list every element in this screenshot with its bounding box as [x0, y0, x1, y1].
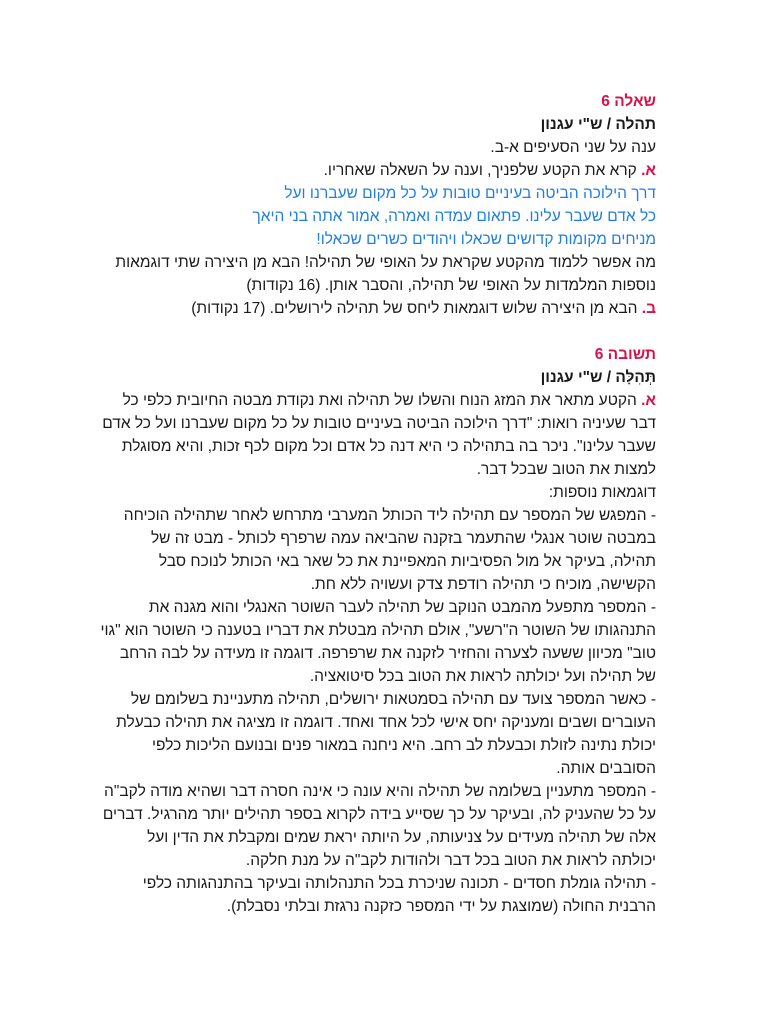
answer-line: התנהגותו של השוטר ה"רשע", אולם תהילה מבטלת את דבריו בטענה כי השוטר הוא "גוי [100, 622, 656, 639]
question-part-a [96, 159, 656, 182]
question-instruction: ענה על שני הסעיפים א-ב. [490, 139, 656, 156]
quote-line: מניחים מקומות קדושים שכאלו ויהודים כשרים שכאלו! [316, 231, 656, 248]
answer-line: דבר שעיניה רואות: "דרך הילוכה הביטה בעיניים טובות על כל מקום שעברנו ועל כל אדם [102, 415, 656, 432]
question-subtitle: תהלה / ש"י עגנון [540, 116, 656, 133]
answer-line: העוברים ושבים ומעניקה יחס אישי לכל אחד ואחד. דוגמה זו מציגה את תהילה כבעלת [116, 714, 656, 731]
answer-line: יכולת נתינה לזולת וכבעלת לב רחב. היא ניחנה במאור פנים ובנועם הליכות כלפי [152, 737, 656, 754]
document-content [96, 90, 656, 918]
answer-line: - המפגש של המספר עם תהילה ליד הכותל המערבי מתרחש לאחר שתהילה הוכיחה [123, 507, 656, 524]
answer-line: טוב" מכיוון ששעה לצערה והחזיר לזקנה את שרפרפה. דוגמה זו מעידה על לבה הרחב [119, 645, 656, 662]
answer-line: הקשישה, מוכיח כי תהילה רודפת צדק ועשויה ללא חת. [310, 576, 656, 593]
answer-first-line: הקטע מתאר את המזג הנוח והשלו של תהילה ואת נקודת מבטה החיובית כלפי כל [122, 392, 642, 409]
answer-part-a [96, 389, 656, 412]
answer-heading: תשובה 6 [594, 346, 656, 363]
answer-line: - המספר מתפעל מהמבט הנוקב של תהילה לעבר השוטר האנגלי והוא מגנה את [148, 599, 656, 616]
answer-line: במבטה שוטר אנגלי שהתעמר בזקנה שהביאה עמה שרפרף לכותל - מבט זה של [150, 530, 656, 547]
answer-line: על כל שהעניק לה, ובעיקר על כך שסייע בידה לקרוא בספר תהילים יותר מהרגיל. דברים [102, 806, 656, 823]
answer-line: יכולתה לראות את הטוב בכל דבר ולהודות לקב"ה על מנת חלקה. [245, 852, 656, 869]
answer-line: למצות את הטוב שבכל דבר. [476, 461, 656, 478]
answer-line: אלה של תהילה מעידים על צניעותה, על היותה יראת שמים ומקבלת את הדין ועל [147, 829, 656, 846]
answer-line: - תהילה גומלת חסדים - תכונה שניכרת בכל התנהלותה ובעיקר בהתנהגותה כלפי [142, 875, 656, 892]
section-gap [96, 320, 656, 343]
part-b-text: הבא מן היצירה שלוש דוגמאות ליחס של תהילה לירושלים. (17 נקודות) [191, 300, 642, 317]
answer-subtitle: תְּהִלָּה / ש"י עגנון [540, 369, 656, 386]
question-heading: שאלה 6 [601, 93, 656, 110]
answer-line: תהילה, בעיקר אל מול הפסיביות המאפיינת את כל שאר באי הכותל לנוכח סבל [158, 553, 656, 570]
quote-line: דרך הילוכה הביטה בעיניים טובות על כל מקום שעברנו ועל [284, 185, 656, 202]
task-line: מה אפשר ללמוד מהקטע שקראת על האופי של תהילה! הבא מן היצירה שתי דוגמאות [115, 254, 656, 271]
quote-line: כל אדם שעבר עלינו. פתאום עמדה ואמרה, אמור אתה בני היאך [252, 208, 656, 225]
answer-line: דוגמאות נוספות: [548, 484, 656, 501]
part-a-marker: א. [641, 162, 656, 179]
task-line: נוספות המלמדות על האופי של תהילה, והסבר אותן. (16 נקודות) [246, 277, 656, 294]
answer-part-a-marker: א. [641, 392, 656, 409]
part-b-marker: ב. [641, 300, 656, 317]
answer-line: הרבנית החולה (שמוצגת על ידי המספר כזקנה נרגזת ובלתי נסבלת). [226, 898, 656, 915]
answer-line: - כאשר המספר צועד עם תהילה בסמטאות ירושלים, תהילה מתעניינת בשלומם של [130, 691, 656, 708]
part-a-text: קרא את הקטע שלפניך, וענה על השאלה שאחריו. [323, 162, 642, 179]
answer-line: שעבר עלינו". ניכר בה בתהילה כי היא דנה כל אדם וכל מקום לכף זכות, והיא מסוגלת [121, 438, 656, 455]
question-part-b [96, 297, 656, 320]
answer-line: הסובבים אותה. [556, 760, 656, 777]
answer-line: של תהילה ועל יכולתה לראות את הטוב בכל סיטואציה. [309, 668, 656, 685]
answer-line: - המספר מתעניין בשלומה של תהילה והיא עונה כי אינה חסרה דבר ושהיא מודה לקב"ה [104, 783, 656, 800]
